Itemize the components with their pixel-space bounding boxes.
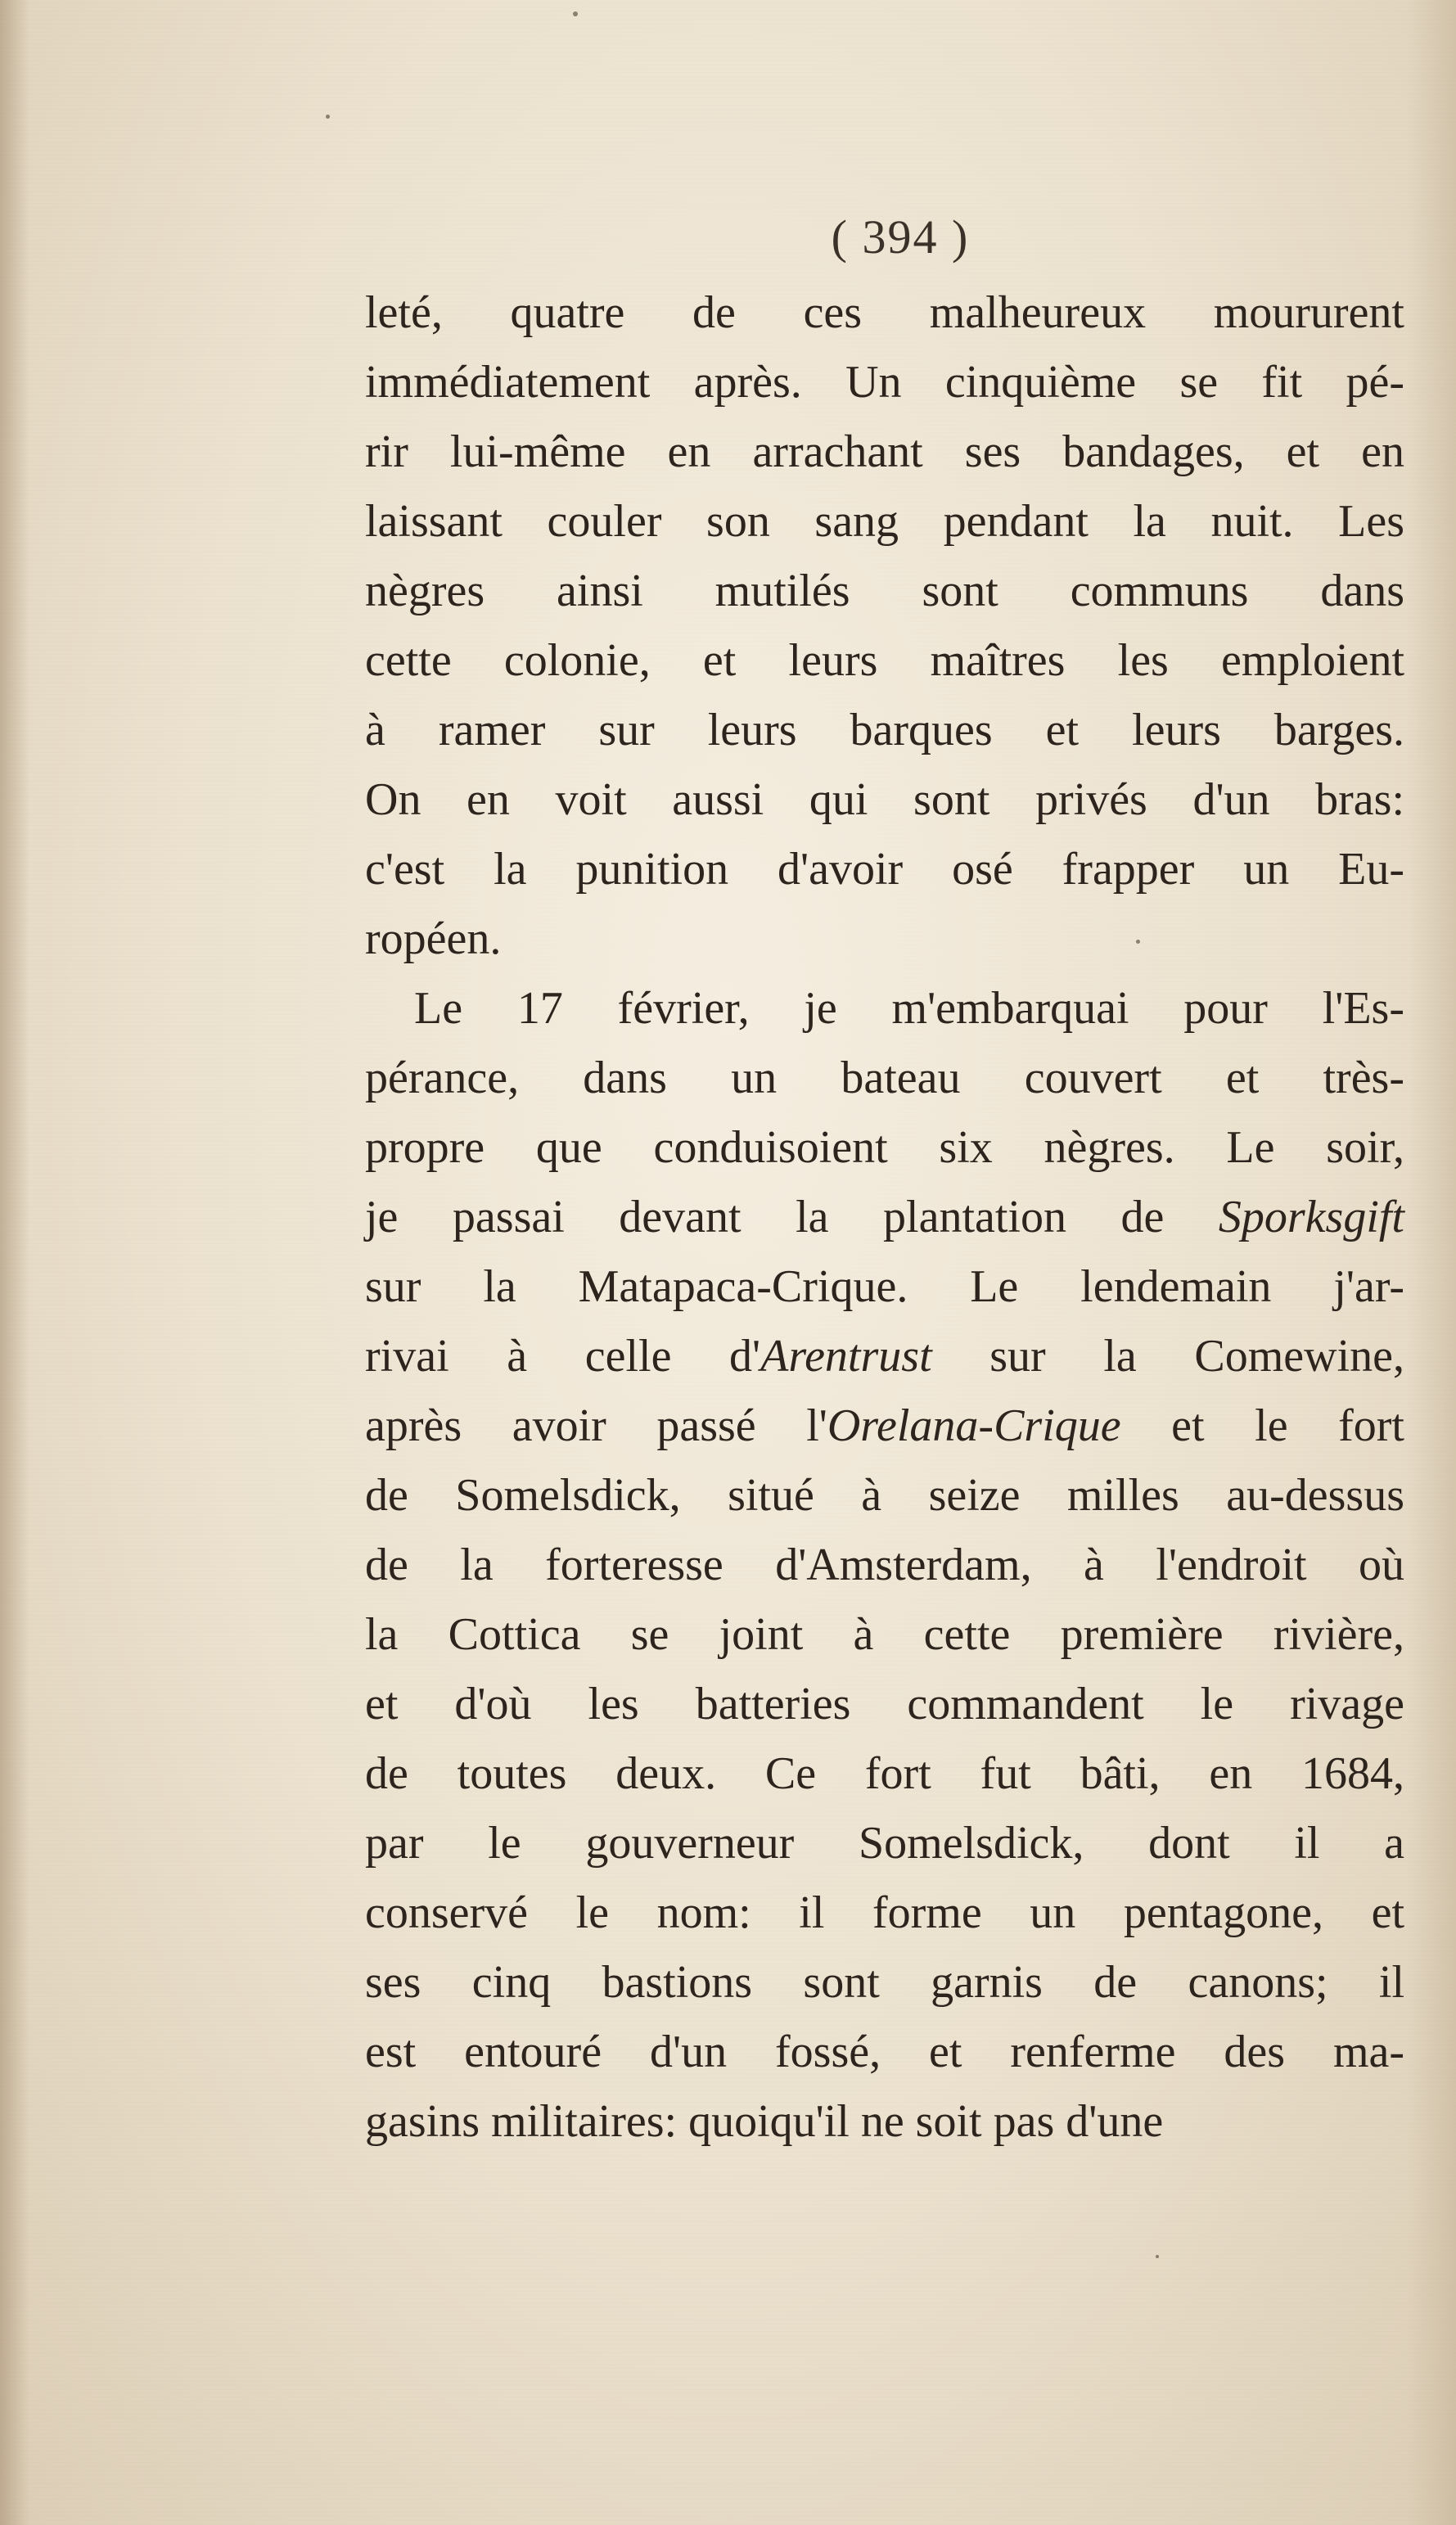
text-segment: par le gouverneur Somelsdick, dont il a	[365, 1818, 1404, 1869]
text-line	[365, 835, 1404, 904]
ink-speck	[326, 115, 330, 119]
text-segment: de toutes deux. Ce fort fut bâti, en 1684,	[365, 1748, 1404, 1799]
text-segment: de la forteresse d'Amsterdam, à l'endroit où	[365, 1540, 1404, 1590]
text-line	[365, 1809, 1404, 1878]
text-segment: gasins militaires: quoiqu'il ne soit pas d'une	[365, 2096, 1164, 2147]
text-line	[365, 1252, 1404, 1322]
text-segment: immédiatement après. Un cinquième se fit pé-	[365, 357, 1404, 408]
text-segment: après avoir passé l'	[365, 1400, 827, 1451]
text-line	[365, 1113, 1404, 1183]
text-line	[365, 1948, 1404, 2018]
text-line	[365, 348, 1404, 417]
text-line	[365, 1670, 1404, 1739]
binding-shadow	[0, 0, 29, 2525]
ink-speck	[1156, 2255, 1159, 2258]
text-segment: propre que conduisoient six nègres. Le soir,	[365, 1122, 1404, 1173]
text-segment: rivai à celle d'	[365, 1331, 761, 1382]
ink-speck	[573, 11, 578, 16]
text-segment: rir lui-même en arrachant ses bandages, et en	[365, 426, 1404, 477]
text-line	[365, 974, 1404, 1044]
text-line	[365, 1183, 1404, 1252]
text-line	[365, 626, 1404, 696]
text-segment: On en voit aussi qui sont privés d'un bras:	[365, 774, 1404, 825]
text-segment: pérance, dans un bateau couvert et très-	[365, 1053, 1404, 1103]
text-segment: conservé le nom: il forme un pentagone, et	[365, 1887, 1404, 1938]
text-line	[365, 2018, 1404, 2087]
text-line	[365, 1600, 1404, 1670]
text-segment: est entouré d'un fossé, et renferme des ma-	[365, 2027, 1404, 2077]
text-segment: laissant couler son sang pendant la nuit. Les	[365, 496, 1404, 547]
text-line	[365, 1531, 1404, 1600]
text-segment: et d'où les batteries commandent le rivage	[365, 1679, 1404, 1729]
text-line	[365, 2087, 1404, 2157]
text-line	[365, 1391, 1404, 1461]
text-line	[365, 1461, 1404, 1531]
text-segment: c'est la punition d'avoir osé frapper un Eu-	[365, 844, 1404, 895]
text-segment: et le fort	[1120, 1400, 1404, 1451]
italic-text: Arentrust	[760, 1331, 932, 1382]
text-line	[365, 765, 1404, 835]
text-line	[365, 1044, 1404, 1113]
italic-text: Sporksgift	[1218, 1192, 1404, 1242]
body-text	[365, 278, 1404, 2157]
text-segment: à ramer sur leurs barques et leurs barges.	[365, 705, 1404, 755]
text-line	[365, 696, 1404, 765]
text-segment: sur la Matapaca-Crique. Le lendemain j'ar-	[365, 1261, 1404, 1312]
text-line	[365, 1322, 1404, 1391]
page-number: ( 394 )	[831, 210, 970, 264]
text-line	[365, 278, 1404, 348]
text-line	[365, 904, 1404, 974]
text-segment: sur la Comewine,	[931, 1331, 1404, 1382]
text-line	[365, 1878, 1404, 1948]
italic-text: Orelana-Crique	[827, 1400, 1121, 1451]
text-segment: cette colonie, et leurs maîtres les emploient	[365, 635, 1404, 686]
text-line	[365, 487, 1404, 557]
text-segment: je passai devant la plantation de	[365, 1192, 1219, 1242]
text-segment: leté, quatre de ces malheureux moururent	[365, 287, 1404, 338]
text-segment: ropéen.	[365, 913, 502, 964]
page-edge-shadow	[1407, 0, 1456, 2525]
text-line	[365, 417, 1404, 487]
text-line	[365, 1739, 1404, 1809]
text-line	[365, 557, 1404, 626]
text-segment: nègres ainsi mutilés sont communs dans	[365, 566, 1404, 616]
text-segment: de Somelsdick, situé à seize milles au-dessus	[365, 1470, 1404, 1521]
text-segment: ses cinq bastions sont garnis de canons; il	[365, 1957, 1404, 2008]
ink-speck	[1136, 940, 1140, 944]
text-segment: Le 17 février, je m'embarquai pour l'Es-	[414, 983, 1404, 1034]
text-segment: la Cottica se joint à cette première rivière,	[365, 1609, 1404, 1660]
